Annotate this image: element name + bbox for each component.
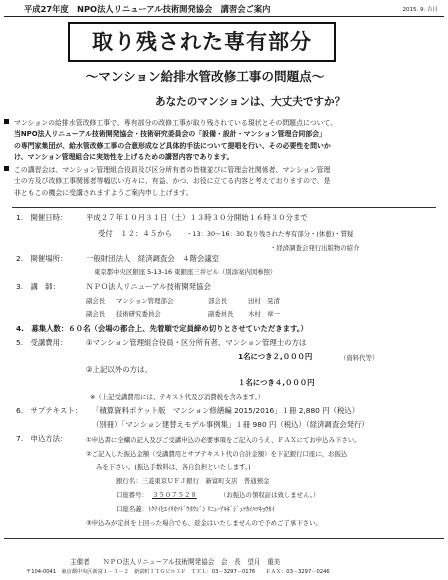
subtitle: ～マンション給排水管改修工事の問題点～ (85, 69, 325, 84)
footer-divider (4, 538, 444, 539)
lecturer-org: ＮＰＯ法人リニューアル技術開発協会 (86, 282, 211, 291)
intro-line: 非ともこの機会に受講されますようご案内申し上げます。 (14, 188, 193, 197)
header-bar (4, 2, 444, 17)
organizer-address-text: 〒104-0041 東京都中央区新富１－３－２ 新富町ＩＴＧビル３Ｆ ＴＥＬ：03－3297－0176 ＦＡＸ：03－3297－0246 (26, 569, 330, 575)
intro-line: の専門家集団が、給水管改修工事の合意形成など具体的手法について提唱を行い、その必要性を問いか (14, 141, 331, 150)
organizer-text: 主催者 ＮＰＯ法人リニューアル技術開発協会 会 長 望月 重美 (70, 558, 281, 566)
account-holder: 口座名義：ﾄｸﾃｲﾋｴｲﾘｶﾂﾄﾞｳﾎｳｼﾞﾝ ﾘﾆｭｰｱﾙｷﾞｼﾞｭﾂｶｲﾊﾂｷｮｳｶｲ (116, 505, 275, 513)
reception-time: 受付 １２：４５から (98, 229, 172, 238)
intro-line: この講習会は、マンション管理組合役員及び区分所有者の皆様並びに管理会社関係者、マンション管理 (14, 166, 331, 174)
venue-name: 一般財団法人 経済調査会 ４階会議室 (86, 254, 220, 263)
lecturer-2-name: 木村 章一 (248, 310, 280, 318)
date-value: 平成２７年１０月３１日（土）１３時３０分開始１６時３０分まで (86, 213, 308, 222)
lecturer-1-role: 副会長 (86, 297, 106, 305)
lecturer-1-position: 部会長 (208, 297, 228, 305)
fee-label: 5. 受講費用： (16, 338, 68, 347)
intro-line: 当NPO法人リニューアル技術開発協会・技術研究委員会の「設備・設計・マンション管理合同部会」 (14, 130, 326, 139)
lecturer-2-role: 副会長 (86, 310, 106, 318)
capacity: 4. 募集人数：６０名（会場の都合上、先着順で定員締め切りとさせていただきます。） (16, 324, 308, 333)
bullet-square-icon (4, 119, 9, 124)
apply-line-1: ①申込書に全欄の記入及びご受講申込の必要事項をご記入のうえ、ＦＡＸにてお申込み下さい。 (86, 436, 361, 444)
lecturer-2-position: 副委員長 (208, 310, 234, 318)
apply-line-2: ②ご記入した振込金額（受講費用とサブテキスト代の合計金額）を下記銀行口座に、お振込 (86, 450, 348, 458)
apply-label: 7. 申込方法： (16, 434, 68, 443)
fee-amount-1-note: （資料代等） (340, 354, 379, 362)
account-note: （お振込の領収証は致しません。） (220, 491, 320, 499)
apply-line-4: ③申込みが定員を上回った場合でも、返金はいたしませんので予めご了承下さい。 (86, 519, 322, 527)
intro-line: け、マンション管理組合に実効性を上げるための講習内容であります。 (14, 152, 234, 161)
subtext-line-2: （別冊）「マンション建替えモデル事例集」１冊 980 円（税込）（経済調査会発行） (92, 420, 369, 429)
header-date: 2015. 9. 吉日 (402, 7, 438, 13)
apply-line-3: みを下さい。(振込手数料は、各自負担といたします。) (96, 463, 251, 471)
venue-address: 東京都中央区銀座 5-13-16 東銀座三井ビル（別添案内図参照） (94, 268, 277, 276)
intro-line: 士の方及び改修工事関係者等幅広い方々に、有益、かつ、お役に立てる内容と考えておりますので、是 (14, 177, 331, 186)
intro-line: マンションの給排水管改修工事で、専有部分の改修工事が取り残されている現状とその問題点について、 (14, 119, 338, 127)
schedule-line-2: ・経済調査会発行出版物の紹介 (270, 244, 360, 252)
fee-amount-2: １名につき４,０００円 (238, 378, 315, 387)
venue-label: 2. 開催場所： (16, 254, 68, 263)
divider (12, 207, 436, 208)
main-title: 取り残された専有部分 (92, 30, 312, 54)
fee-amount-1: 1名につき２,０００円 (238, 352, 313, 361)
bullet-square-icon (4, 166, 9, 171)
account-number: ３５０７５２８ (152, 491, 197, 499)
subtext-line-1: 「積算資料ポケット版 マンション修繕編 2015/2016」１冊 2,880 円（税込） (92, 406, 360, 415)
title-box (68, 22, 336, 62)
fee-line-1: ①マンション管理組合役員・区分所有者、マンション管理士の方は (86, 338, 307, 347)
fee-line-2: ②上記以外の方は、 (86, 365, 152, 374)
lecturer-2-dept: 技術研究委員会 (116, 310, 161, 318)
bank-name: 銀行名：三菱東京ＵＦＪ銀行 新富町支店 普通預金 (116, 477, 270, 485)
lecturer-label: 3. 講 師： (16, 282, 61, 291)
subtext-label: 6. サブテキスト： (16, 406, 83, 415)
header-title: 平成27年度 NPO法人リニューアル技術開発協会 講習会ご案内 (24, 4, 271, 14)
date-label: 1. 開催日時： (16, 213, 68, 222)
lecturer-1-dept: マンション管理部会 (116, 297, 174, 305)
schedule-line-1: ・13：30～16：30 取り残された専有部分・(体憩)・質疑 (186, 230, 354, 238)
fee-note: ※（上記受講費用には、テキスト代及び消費税を含みます。） (90, 393, 265, 401)
account-label: 口座番号： (116, 491, 148, 499)
lecturer-1-name: 田村 晃清 (248, 297, 280, 305)
headline-question: あなたのマンションは、大丈夫ですか？ (155, 96, 346, 108)
